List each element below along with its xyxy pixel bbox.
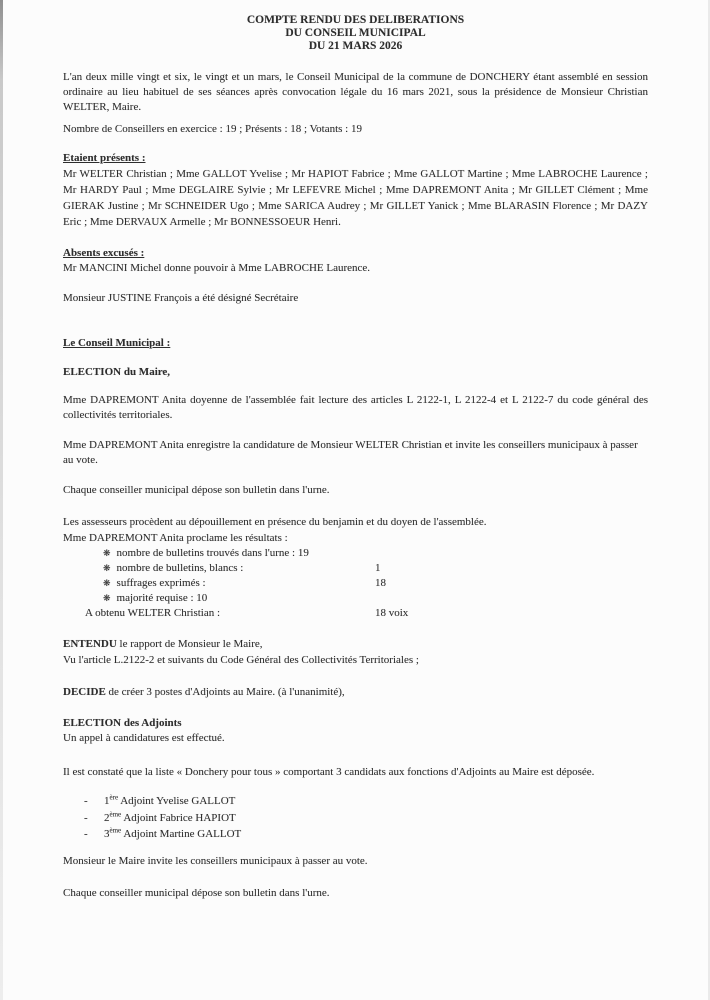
ballot-paragraph-2: Chaque conseiller municipal dépose son bulletin dans l'urne. [63,886,330,899]
constate-paragraph: Il est constaté que la liste « Donchery pour tous » comportant 3 candidats aux fonctions d'Adjoints au Maire est déposée. [63,766,595,778]
document-content [63,0,648,901]
adjoint-item [63,826,648,843]
counting-paragraph [63,514,648,546]
presents-heading: Etaient présents : [63,152,146,164]
invite-vote-line: Monsieur le Maire invite les conseillers municipaux à passer au vote. [63,854,368,867]
result-value: 1 [375,562,381,574]
articles-paragraph: Mme DAPREMONT Anita doyenne de l'assemblée fait lecture des articles L 2122-1, L 2122-4 et L 2122-7 du code général des collectivités territoriales. [63,394,648,421]
entendu-line [63,636,648,652]
council-heading: Le Conseil Municipal : [63,337,171,349]
result-row [63,561,648,576]
adjoint-ordinal: 2 [104,811,110,824]
ordinal-suffix: ème [109,826,122,835]
vu-line: Vu l'article L.2122-2 et suivants du Code Général des Collectivités Territoriales ; [63,654,419,666]
result-label: nombre de bulletins, blancs : [116,562,244,574]
dash-bullet: - [84,795,88,807]
decide-keyword: DECIDE [63,686,106,698]
result-value: 18 [375,577,386,589]
adjoint-name: Adjoint Martine GALLOT [121,828,242,840]
adjoints-election-heading: ELECTION des Adjoints [63,717,182,729]
assesseurs-line: Les assesseurs procèdent au dépouillement en présence du benjamin et du doyen de l'assemblée. [63,516,487,528]
result-row [63,546,648,561]
adjoint-name: Adjoint Yvelise GALLOT [118,795,236,807]
result-label: majorité requise : 10 [116,592,208,604]
absents-heading: Absents excusés : [63,247,145,259]
mayor-election-heading: ELECTION du Maire, [63,366,171,378]
adjoint-item [63,793,648,810]
title-line-3: DU 21 MARS 2026 [308,40,403,52]
result-label: A obtenu WELTER Christian : [85,607,221,619]
ordinal-suffix: ère [109,793,119,802]
adjoint-name: Adjoint Fabrice HAPIOT [121,811,236,824]
ballot-paragraph-1: Chaque conseiller municipal dépose son bulletin dans l'urne. [63,484,330,496]
entendu-rest: le rapport de Monsieur le Maire, [116,638,263,650]
decide-rest: de créer 3 postes d'Adjoints au Maire. (à l'unanimité), [105,686,345,698]
scan-edge-left [0,0,3,1000]
adjoints-list [63,793,648,843]
appel-line: Un appel à candidatures est effectué. [63,732,225,744]
title-line-1: COMPTE RENDU DES DELIBERATIONS [246,14,465,26]
adjoint-item [63,810,648,827]
dash-bullet: - [84,828,88,840]
absents-body: Mr MANCINI Michel donne pouvoir à Mme LABROCHE Laurence. [63,262,371,274]
intro-paragraph: L'an deux mille vingt et six, le vingt et un mars, le Conseil Municipal de la commune de DONCHERY étant assemblé en session ordinaire au lieu habituel de ses séances après convocation légale du 16 mars 2021, sous la présidence de Monsieur Christian WELTER, Maire. [63,71,648,113]
title-line-2: DU CONSEIL MUNICIPAL [285,27,426,39]
result-label: suffrages exprimés : [116,577,206,589]
adjoint-ordinal: 1 [104,795,110,807]
secretary-line: Monsieur JUSTINE François a été désigné Secrétaire [63,292,299,304]
presents-list: Mr WELTER Christian ; Mme GALLOT Yvelise ; Mr HAPIOT Fabrice ; Mme GALLOT Martine ; Mme LABROCHE Laurence ; Mr HARDY Paul ; Mme DEGLAIRE Sylvie ; Mr LEFEVRE Michel ; Mme DAPREMONT Anita ; Mr GILLET Clément ; Mme GIERAK Justine ; Mr SCHNEIDER Ugo ; Mme SARICA Audrey ; Mr GILLET Yanick ; Mme BLARASIN Florence ; Mr DAZY Eric ; Mme DERVAUX Armelle ; Mr BONNESSOEUR Henri. [63,168,648,228]
adjoint-ordinal: 3 [104,828,110,840]
document-title [63,0,648,53]
entendu-keyword: ENTENDU [63,638,117,650]
asterisk-bullet-icon: ❋ [103,593,111,603]
result-row-winner [63,606,648,621]
election-results-list [63,546,648,621]
entendu-block [63,636,648,668]
dash-bullet: - [84,811,88,824]
asterisk-bullet-icon: ❋ [103,548,111,558]
proclame-line: Mme DAPREMONT Anita proclame les résultats : [63,532,288,544]
counselors-count-line: Nombre de Conseillers en exercice : 19 ; Présents : 18 ; Votants : 19 [63,123,362,135]
result-label: nombre de bulletins trouvés dans l'urne : 19 [116,547,309,559]
decide-line [63,685,648,700]
result-row [63,576,648,591]
asterisk-bullet-icon: ❋ [103,563,111,573]
asterisk-bullet-icon: ❋ [103,578,111,588]
ordinal-suffix: ème [109,809,122,818]
candidature-paragraph: Mme DAPREMONT Anita enregistre la candidature de Monsieur WELTER Christian et invite les conseillers municipaux à passer au vote. [63,439,638,466]
result-value: 18 voix [375,607,409,619]
result-row [63,591,648,606]
